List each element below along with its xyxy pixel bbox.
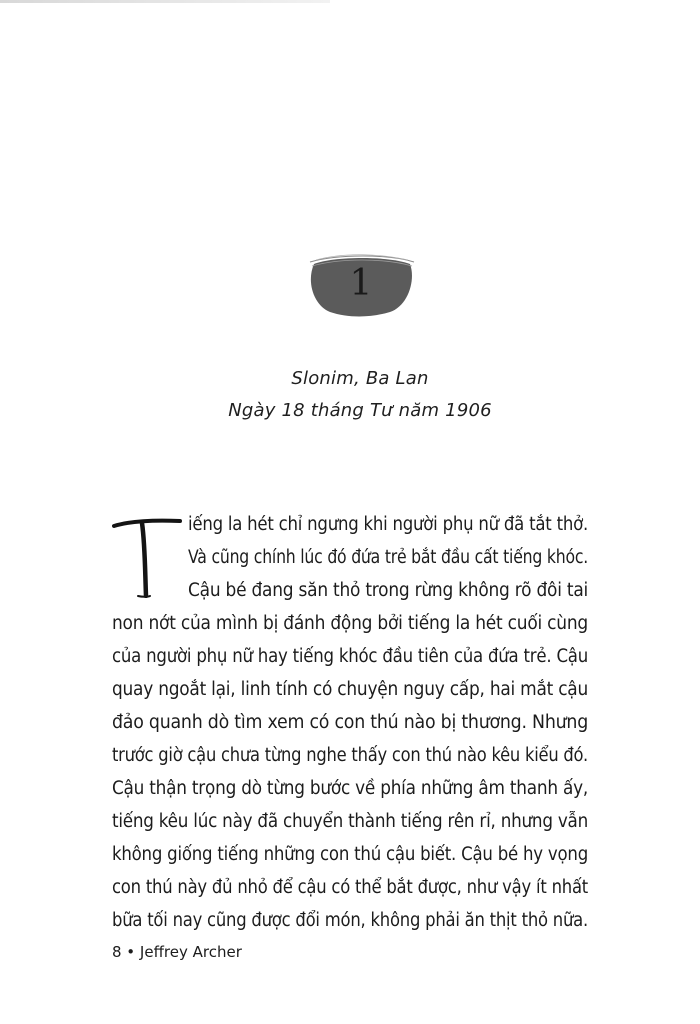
body-line: Cậu thận trọng dò từng bước về phía những âm thanh ấy, [112,778,588,799]
body-line: bữa tối nay cũng được đổi món, không phải ăn thịt thỏ nữa. [112,910,588,931]
chapter-number: 1 [349,263,373,304]
body-line: quay ngoắt lại, linh tính có chuyện nguy cấp, hai mắt cậu [112,679,588,700]
body-line: Và cũng chính lúc đó đứa trẻ bắt đầu cất tiếng khóc. [188,547,588,568]
chapter-place: Slonim, Ba Lan [291,368,429,389]
chapter-date: Ngày 18 tháng Tư năm 1906 [228,400,492,421]
body-line: Cậu bé đang săn thỏ trong rừng không rõ đôi tai [188,580,588,601]
body-line: của người phụ nữ hay tiếng khóc đầu tiên của đứa trẻ. Cậu [112,646,588,667]
dropcap-letter [112,514,182,598]
body-line: trước giờ cậu chưa từng nghe thấy con thú nào kêu kiểu đó. [112,745,588,766]
body-line: không giống tiếng những con thú cậu biết. Cậu bé hy vọng [112,844,588,865]
chapter-badge [304,250,418,318]
page-footer: 8 • Jeffrey Archer [112,943,242,961]
body-line: non nớt của mình bị đánh động bởi tiếng la hét cuối cùng [112,613,588,634]
body-line: iếng la hét chỉ ngưng khi người phụ nữ đã tắt thở. [188,514,588,535]
body-line: đảo quanh dò tìm xem có con thú nào bị thương. Nhưng [112,712,588,733]
body-line: tiếng kêu lúc này đã chuyển thành tiếng rên rỉ, nhưng vẫn [112,811,588,832]
page-top-edge [0,0,330,3]
body-line: con thú này đủ nhỏ để cậu có thể bắt được, như vậy ít nhất [112,877,588,898]
